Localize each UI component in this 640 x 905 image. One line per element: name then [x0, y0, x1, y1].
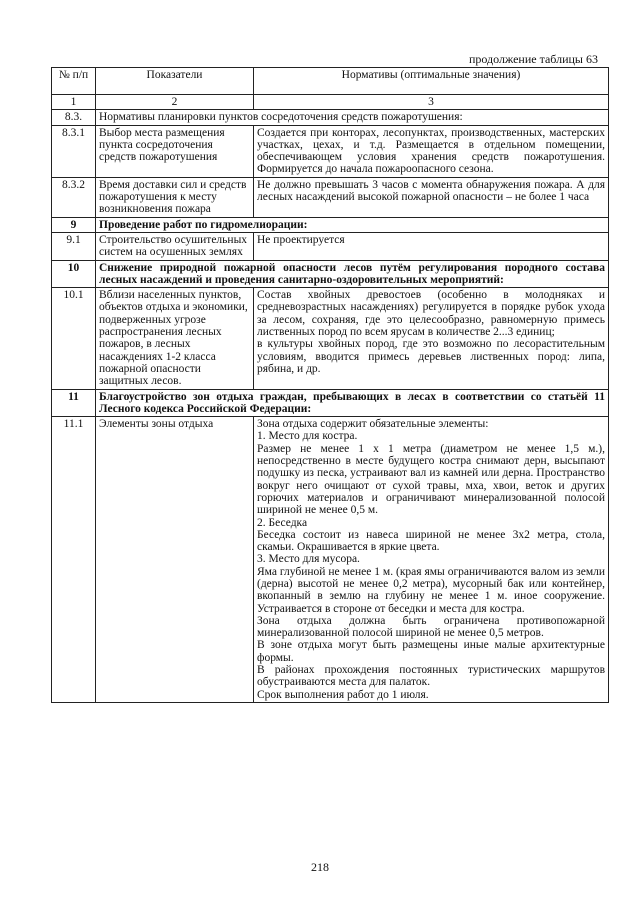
indicator-cell: Вблизи населенных пунктов, объектов отдыха и экономики, подверженных угрозе распространения лесных пожаров, в лесных насаждениях 1-2 класса пожарной опасности защитных лесов. — [96, 288, 254, 389]
norm-line: 1. Место для костра. — [257, 430, 358, 443]
table-row — [52, 260, 609, 288]
row-number: 8.3.2 — [52, 177, 96, 217]
norm-cell: Не должно превышать 3 часов с момента обнаружения пожара. А для лесных насаждений высокой пожарной опасности – не более 1 часа — [254, 177, 609, 217]
header-num: № п/п — [52, 68, 96, 95]
norm-cell — [254, 417, 609, 703]
table-row — [52, 389, 609, 417]
norm-cell: Не проектируется — [254, 232, 609, 260]
table-row — [52, 417, 609, 703]
norms-table — [51, 67, 609, 703]
table-continuation-caption: продолжение таблицы 63 — [468, 52, 598, 66]
norm-line: Зона отдыха должна быть ограничена противопожарной минерализованной полосой шириной не менее 0,5 метров. — [257, 614, 605, 640]
table-row — [52, 232, 609, 260]
indicator-cell: Время доставки сил и средств пожаротушения к месту возникновения пожара — [96, 177, 254, 217]
row-number: 8.3.1 — [52, 125, 96, 177]
header-norm: Нормативы (оптимальные значения) — [254, 68, 609, 95]
norm-cell: Создается при конторах, лесопунктах, производственных, мастерских участках, цехах, и т.д. Размещается в отдельном помещении, обеспечивающем условия хранения средств пожаротушения. Формируется до начала пожароопасного сезона. — [254, 125, 609, 177]
row-number: 11 — [52, 389, 96, 417]
section-title: Снижение природной пожарной опасности лесов путём регулирования породного состава лесных насаждений и проведения санитарно-оздоровительных мероприятий: — [96, 260, 609, 288]
indicator-cell: Строительство осушительных систем на осушенных землях — [96, 232, 254, 260]
table-row — [52, 125, 609, 177]
column-number-row — [52, 95, 609, 110]
table-row — [52, 110, 609, 125]
section-title: Проведение работ по гидромелиорации: — [96, 217, 609, 232]
row-number: 9.1 — [52, 232, 96, 260]
norm-line: 2. Беседка — [257, 516, 308, 529]
norm-line: Яма глубиной не менее 1 м. (края ямы ограничиваются валом из земли (дерна) высотой не менее 0,2 метра), мусорный бак или контейнер, вкопанный в землю на глубину не менее 1 м. иное сооружение. Устраивается в стороне от беседки и места для костра. — [257, 565, 605, 615]
table-row — [52, 177, 609, 217]
section-title: Нормативы планировки пунктов сосредоточения средств пожаротушения: — [96, 110, 609, 125]
table-row — [52, 217, 609, 232]
column-number-3: 3 — [254, 95, 609, 110]
norm-paragraph: Состав хвойных древостоев (особенно в молодняках и средневозрастных насаждениях) регулируется в порядке рубок ухода за лесом, сохраняя, где это целесообразно, равномерную примесь лиственных пород по всем ярусам в количестве 2...3 единиц; — [257, 289, 605, 339]
norm-line: Размер не менее 1 х 1 метра (диаметром не менее 1,5 м.), непосредственно в месте будущего костра снимают дерн, высыпают подушку из песка, устраивают вал из камней или дерна. Пространство вокруг него очищают от сухой травы, мха, хвои, веток и других горючих материалов и ограничивают минерализованной полосой шириной не менее 0,5 м. — [257, 442, 605, 517]
header-indicator: Показатели — [96, 68, 254, 95]
norm-line: 3. Место для мусора. — [257, 553, 360, 566]
row-number: 11.1 — [52, 417, 96, 703]
norm-line: Беседка состоит из навеса шириной не менее 3х2 метра, стола, скамьи. Окрашивается в яркие цвета. — [257, 528, 605, 554]
table-header-row — [52, 68, 609, 95]
row-number: 9 — [52, 217, 96, 232]
page-number: 218 — [311, 860, 329, 874]
section-title: Благоустройство зон отдыха граждан, пребывающих в лесах в соответствии со статьёй 11 Лесного кодекса Российской Федерации: — [96, 389, 609, 417]
column-number-2: 2 — [96, 95, 254, 110]
column-number-1: 1 — [52, 95, 96, 110]
row-number: 8.3. — [52, 110, 96, 125]
row-number: 10 — [52, 260, 96, 288]
table-row — [52, 288, 609, 389]
norm-line: В районах прохождения постоянных туристических маршрутов обустраиваются места для палаток. — [257, 664, 605, 689]
row-number: 10.1 — [52, 288, 96, 389]
norm-paragraph: в культуры хвойных пород, где это возможно по лесорастительным условиям, вводится примесь деревьев лиственных пород: липа, рябина, и др. — [257, 338, 605, 375]
norm-cell — [254, 288, 609, 389]
norm-line: В зоне отдыха могут быть размещены иные малые архитектурные формы. — [257, 639, 605, 664]
indicator-cell: Выбор места размещения пункта сосредоточения средств пожаротушения — [96, 125, 254, 177]
indicator-cell: Элементы зоны отдыха — [96, 417, 254, 703]
norm-line: Зона отдыха содержит обязательные элементы: — [257, 418, 489, 431]
norm-line: Срок выполнения работ до 1 июля. — [257, 688, 429, 701]
